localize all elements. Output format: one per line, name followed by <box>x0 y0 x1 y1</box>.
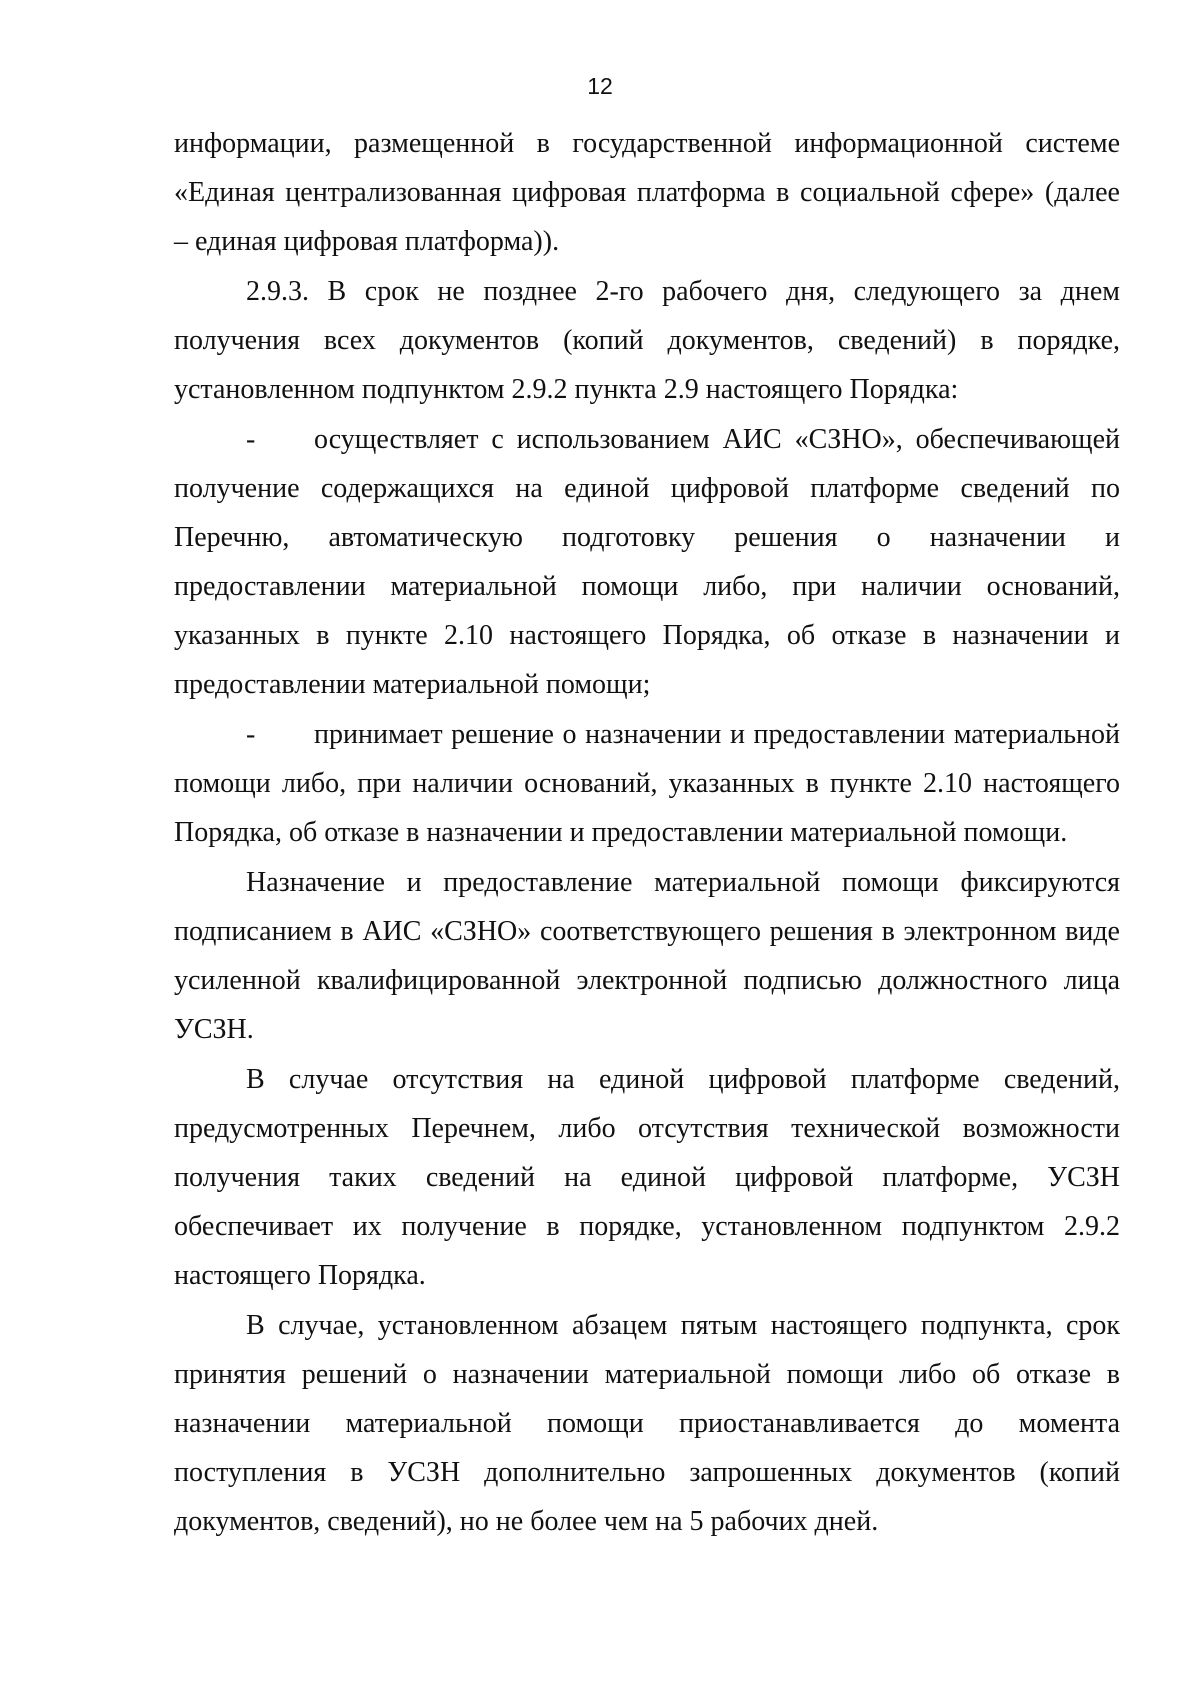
bullet-text: осуществляет с использованием АИС «СЗНО», обеспечивающей <box>314 424 1120 455</box>
text-line: – единая цифровая платформа)). <box>174 226 560 257</box>
bullet-dash: - <box>246 719 256 750</box>
text-line: поступления в УСЗН дополнительно запрошенных документов (копий <box>174 1457 1120 1488</box>
text-line: предоставлении материальной помощи; <box>174 669 651 700</box>
text-line: назначении материальной помощи приостанавливается до момента <box>174 1408 1120 1439</box>
text-line: принятия решений о назначении материальной помощи либо об отказе в <box>174 1359 1120 1390</box>
text-line: Перечню, автоматическую подготовку решения о назначении и <box>174 522 1120 553</box>
text-line: получения таких сведений на единой цифровой платформе, УСЗН <box>174 1162 1120 1193</box>
text-line: 2.9.3. В срок не позднее 2-го рабочего дня, следующего за днем <box>246 276 1120 307</box>
page-number: 12 <box>587 73 613 99</box>
bullet-item <box>174 710 1120 759</box>
text-line: предоставлении материальной помощи либо, при наличии оснований, <box>174 571 1120 602</box>
document-body <box>174 119 1120 1546</box>
text-line: документов, сведений), но не более чем на 5 рабочих дней. <box>174 1506 879 1537</box>
text-line: В случае, установленном абзацем пятым настоящего подпункта, срок <box>246 1310 1120 1341</box>
text-line: предусмотренных Перечнем, либо отсутствия технической возможности <box>174 1113 1120 1144</box>
text-line: «Единая централизованная цифровая платформа в социальной сфере» (далее <box>174 177 1120 208</box>
text-line: Порядка, об отказе в назначении и предоставлении материальной помощи. <box>174 817 1068 848</box>
text-line: В случае отсутствия на единой цифровой платформе сведений, <box>246 1064 1120 1095</box>
text-line: обеспечивает их получение в порядке, установленном подпунктом 2.9.2 <box>174 1211 1120 1242</box>
text-line: Назначение и предоставление материальной помощи фиксируются <box>246 867 1120 898</box>
text-line: усиленной квалифицированной электронной подписью должностного лица <box>174 965 1120 996</box>
text-line: указанных в пункте 2.10 настоящего Порядка, об отказе в назначении и <box>174 620 1120 651</box>
text-line: установленном подпунктом 2.9.2 пункта 2.9 настоящего Порядка: <box>174 374 959 405</box>
text-line: информации, размещенной в государственной информационной системе <box>174 128 1120 159</box>
bullet-dash: - <box>246 424 256 455</box>
text-line: подписанием в АИС «СЗНО» соответствующего решения в электронном виде <box>174 916 1120 947</box>
text-line: помощи либо, при наличии оснований, указанных в пункте 2.10 настоящего <box>174 768 1120 799</box>
text-line: получения всех документов (копий документов, сведений) в порядке, <box>174 325 1120 356</box>
text-line: УСЗН. <box>174 1014 254 1045</box>
bullet-item <box>174 415 1120 464</box>
bullet-text: принимает решение о назначении и предоставлении материальной <box>314 719 1120 750</box>
text-line: настоящего Порядка. <box>174 1260 426 1291</box>
text-line: получение содержащихся на единой цифровой платформе сведений по <box>174 473 1120 504</box>
